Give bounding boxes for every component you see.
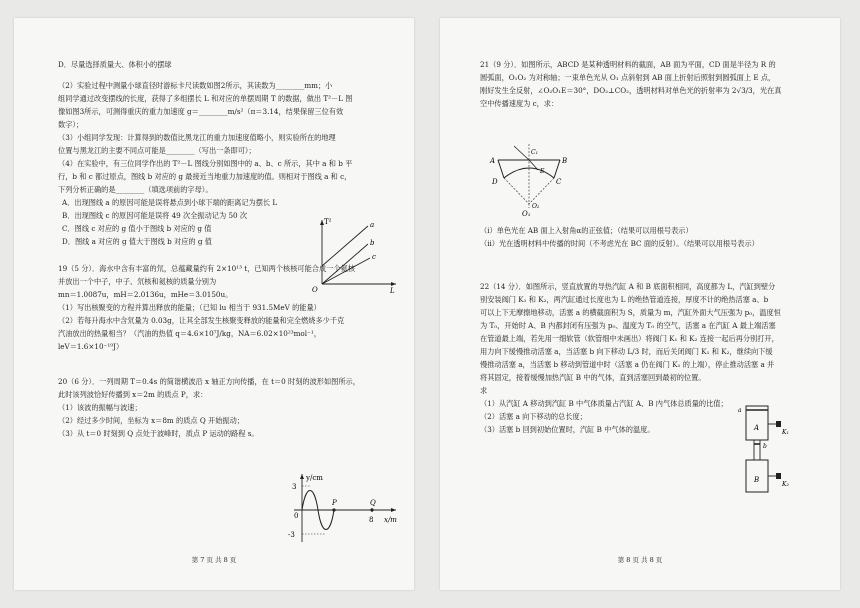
wave-amp-pos: 3 — [292, 483, 297, 491]
q18-choice-b: B．出现图线 c 的原因可能是误将 49 次全振动记为 50 次 — [62, 211, 248, 220]
cyl-label-b: B — [754, 476, 760, 484]
cyl-label-a: A — [754, 424, 760, 432]
q18-part4-line3: 下列分析正确的是________（填选项前的字母）。 — [58, 185, 213, 194]
q22-line4: 为 T₀，开始时 A、B 内都封闭有压强为 p₀、温度为 T₀ 的空气，活塞 a 在汽缸 A 最上端活塞 — [480, 321, 776, 330]
wave-point-q: Q — [370, 499, 376, 507]
page-8-q21 — [480, 58, 822, 110]
optics-label-b: B — [562, 157, 568, 165]
page-8 — [440, 18, 840, 590]
q19-line1: 19（5 分）．海水中含有丰富的氘，总蕴藏量约有 2×10¹³ t，已知两个核核可能合成一个氦核 — [58, 264, 355, 273]
q18-part2-line3: 像如图3所示，可测得重庆的重力加速度 g＝________m/s²（π＝3.14，结果保留三位有效 — [58, 107, 344, 116]
graph-line-c-label: c — [372, 253, 376, 261]
q22-line5: 在管道最上端，若先用一细软管（软管细中未画出）将阀门 K₁ 和 K₂ 连接一起后再分别打开， — [480, 334, 779, 343]
q21-line4: 空中传播速度为 c，求： — [480, 99, 559, 108]
q22-sub-2: （2）活塞 a 向下移动的总长度； — [480, 412, 587, 421]
cyl-piston-b: b — [763, 443, 767, 450]
optics-label-e: E — [540, 168, 545, 175]
q21-line1: 21（9 分）．如图所示，ABCD 是某种透明材料的截面，AB 面为平面，CD 面是半径为 R 的 — [480, 60, 776, 69]
optics-label-d: D — [492, 178, 498, 186]
q22-line2: 别安装阀门 K₁ 和 K₂，两汽缸通过长度也为 L 的绝热管道连接，厚度不计的绝热活塞 a、b — [480, 295, 769, 304]
q19-line2: 并放出一个中子，中子、氘核和氦核的质量分别为 — [58, 277, 217, 286]
q18-part2-line1: （2）实验过程中测量小球直径时游标卡尺读数如图2所示，其读数为________mm；小 — [58, 81, 333, 90]
page-7 — [14, 18, 414, 590]
page-8-footer: 第 8 页 共 8 页 — [617, 556, 663, 564]
q22-line7: 慢推动活塞 a，当活塞 b 移动到管道中时（活塞 a 仍在阀门 K₁ 的上端），停止推动活塞 a 并 — [480, 360, 775, 369]
q18-part4-line1: （4）在实验中，有三位同学作出的 T²－L 图线分别如图中的 a、b、c 所示，其中 a 和 b 平 — [58, 159, 353, 168]
q19-line3: mn＝1.0087u，mH＝2.0136u，mHe＝3.0150u。 — [58, 290, 233, 299]
graph-line-b-label: b — [370, 239, 375, 247]
optics-label-c1: C₁ — [531, 149, 538, 156]
graph-y-label: T² — [324, 218, 332, 226]
q18-part2-line2: 组同学通过改变摆线的长度，获得了多组摆长 L 和对应的单摆周期 T 的数据，做出 T²－L 图 — [58, 94, 353, 103]
wave-point-p: P — [332, 499, 337, 507]
q18-part4-line2: 行，b 和 c 都过原点，图线 b 对应的 g 最接近当地重力加速度的值。则相对于图线 a 和 c， — [58, 172, 352, 181]
graph-x-label: L — [390, 287, 395, 294]
q21-sub-i: （i）单色光在 AB 面上入射角α的正弦值；（结果可以用根号表示） — [480, 226, 693, 235]
cylinder-diagram — [724, 398, 804, 502]
wave-tick-8: 8 — [369, 516, 374, 524]
q19-line4: （1）写出核聚变的方程并算出释放的能量；（已知 lu 相当于 931.5MeV 的能量） — [58, 303, 321, 312]
wave-amp-neg: -3 — [288, 531, 295, 539]
q18-choice-a: A．出现图线 a 的原因可能是误将悬点到小球下端的距离记为摆长 L — [62, 198, 278, 207]
q21-sub-ii: （ii）光在透明材料中传播的时间（不考虑光在 BC 面的反射）。（结果可以用根号表示） — [480, 239, 759, 248]
wave-y-label: y/cm — [306, 474, 323, 482]
optics-label-o2: O₂ — [532, 203, 540, 210]
page-7-footer: 第 7 页 共 8 页 — [191, 556, 237, 564]
q19-line5: （2）若每升海水中含氘量为 0.03g，让其全部发生核聚变释放的能量和完全燃烧多少千克 — [58, 316, 345, 325]
q18-option-d: D．尽量选择质量大、体积小的摆球 — [58, 60, 172, 69]
q20-line5: （3）从 t＝0 时刻到 Q 点处于波峰时，质点 P 运动的路程 s。 — [58, 429, 259, 438]
optics-label-c: C — [556, 178, 562, 186]
wave-origin: 0 — [294, 512, 299, 520]
cyl-label-k1: K₁ — [782, 429, 789, 436]
q22-line9: 求 — [480, 386, 488, 395]
q18-part3-line1: （3）小组同学发现：计算得到的数值比黑龙江的重力加速度值略小，则实验所在的地理 — [58, 133, 336, 142]
wave-x-label: x/m — [384, 516, 397, 524]
q22-line1: 22（14 分）．如图所示，竖直放置的导热汽缸 A 和 B 底面积相同，高度都为 L，汽缸到壁分 — [480, 282, 776, 291]
q20-line2: 此时该列波恰好传播到 x＝2m 的质点 P，求： — [58, 390, 208, 399]
graph-origin-label: O — [312, 286, 318, 294]
q18-choice-d: D．图线 a 对应的 g 值大于图线 b 对应的 g 值 — [62, 237, 212, 246]
cyl-label-k2: K₂ — [782, 481, 789, 488]
q18-choice-c: C．图线 c 对应的 g 值小于图线 b 对应的 g 值 — [62, 224, 212, 233]
q18-part3-line2: 位置与黑龙江的主要不同点可能是________（写出一条即可）； — [58, 146, 256, 155]
q21-line3: 刚好发生全反射，∠O₂O₁E＝30°，DO₂⊥CO₂，透明材料对单色光的折射率为 2√3/3，光在真 — [480, 86, 782, 95]
q22-sub-1: （1）从汽缸 A 移动到汽缸 B 中气体质量占汽缸 A、B 内气体总质量的比值； — [480, 399, 728, 408]
page-8-q21-subs — [480, 224, 822, 250]
graph-line-a-label: a — [370, 221, 375, 229]
q19-line7: leV＝1.6×10⁻¹⁹J） — [58, 342, 124, 351]
q20-line3: （1）该波的振幅与波速； — [58, 403, 142, 412]
optics-label-o1: O₁ — [522, 210, 531, 218]
wave-diagram — [272, 470, 402, 550]
t2-l-graph — [310, 214, 400, 298]
q22-sub-3: （3）活塞 b 回到初始位置时，汽缸 B 中气体的温度。 — [480, 425, 655, 434]
q22-line6: 用力向下缓慢推动活塞 a，当活塞 b 向下移动 L/3 时，而后关闭阀门 K₁ 和 K₂，继续向下缓 — [480, 347, 773, 356]
q20-line1: 20（6 分）．一列周期 T＝0.4s 的简谐横波沿 x 轴正方向传播，在 t＝0 时刻的波形如图所示， — [58, 377, 360, 386]
q22-line8: 将其固定，接着缓慢加热汽缸 B 中的气体，直到活塞回到最初的位置。 — [480, 373, 706, 382]
q21-line2: 圆弧面，O₁O₂ 为对称轴；一束单色光从 O₁ 点斜射到 AB 面上折射后照射到圆弧面上 E 点， — [480, 73, 776, 82]
cyl-piston-a: a — [738, 407, 742, 414]
optics-label-a: A — [490, 157, 496, 165]
optics-diagram — [486, 140, 576, 224]
q22-line3: 可以上下无摩擦地移动，活塞 a 的横截面积为 S，质量为 m，汽缸外面大气压强为 p₀，温度恒 — [480, 308, 781, 317]
q19-line6: 汽油放出的热量相当？（汽油的热值 q＝4.6×10⁷J/kg，NA＝6.02×10²³mol⁻¹， — [58, 329, 321, 338]
q20-line4: （2）经过多少时间，坐标为 x＝8m 的质点 Q 开始振动； — [58, 416, 244, 425]
q18-part2-line4: 数字）； — [58, 120, 84, 129]
